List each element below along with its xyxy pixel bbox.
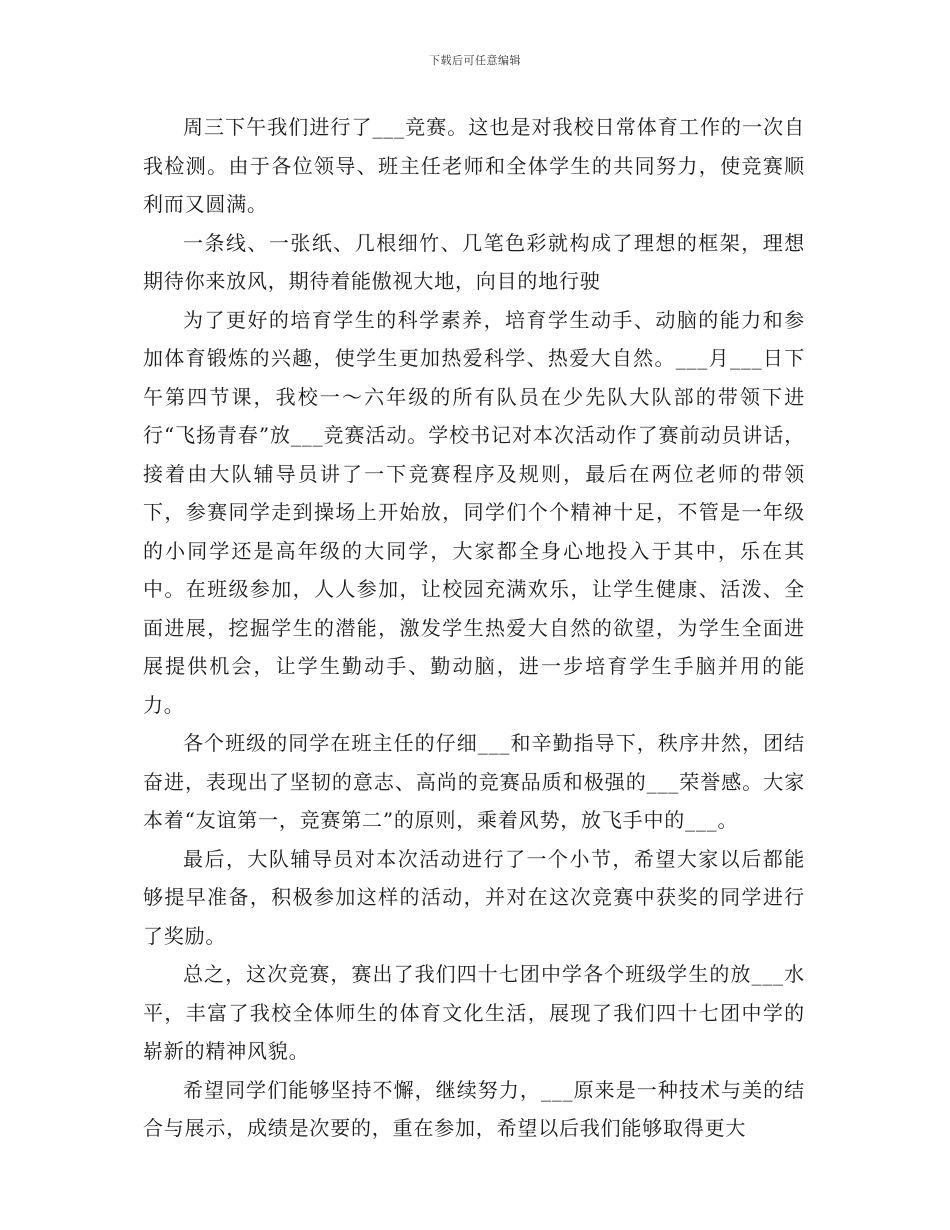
paragraph-6: 总之，这次竞赛，赛出了我们四十七团中学各个班级学生的放___水平，丰富了我校全体师生的体育文化生活，展现了我们四十七团中学的崭新的精神风貌。 xyxy=(143,962,805,1063)
paragraph-1: 周三下午我们进行了___竞赛。这也是对我校日常体育工作的一次自我检测。由于各位领导、班主任老师和全体学生的共同努力，使竞赛顺利而又圆满。 xyxy=(143,115,805,216)
paragraph-2: 一条线、一张纸、几根细竹、几笔色彩就构成了理想的框架，理想期待你来放风，期待着能傲视大地，向目的地行驶 xyxy=(143,230,805,293)
paragraph-4: 各个班级的同学在班主任的仔细___和辛勤指导下，秩序井然，团结奋进，表现出了坚韧的意志、高尚的竞赛品质和极强的___荣誉感。大家本着“友谊第一，竞赛第二”的原则，乘着风势，放飞手中的___。 xyxy=(143,731,805,832)
document-body xyxy=(143,108,805,1148)
paragraph-3: 为了更好的培育学生的科学素养，培育学生动手、动脑的能力和参加体育锻炼的兴趣，使学生更加热爱科学、热爱大自然。___月___日下午第四节课，我校一～六年级的所有队员在少先队大队部的带领下进行“飞扬青春”放___竞赛活动。学校书记对本次活动作了赛前动员讲话，接着由大队辅导员讲了一下竞赛程序及规则，最后在两位老师的带领下，参赛同学走到操场上开始放，同学们个个精神十足，不管是一年级的小同学还是高年级的大同学，大家都全身心地投入于其中，乐在其中。在班级参加，人人参加，让校园充满欢乐，让学生健康、活泼、全面进展，挖掘学生的潜能，激发学生热爱大自然的欲望，为学生全面进展提供机会，让学生勤动手、勤动脑，进一步培育学生手脑并用的能力。 xyxy=(143,307,805,717)
page-header: 下载后可任意编辑 xyxy=(429,54,521,67)
paragraph-5: 最后，大队辅导员对本次活动进行了一个小节，希望大家以后都能够提早准备，积极参加这样的活动，并对在这次竞赛中获奖的同学进行了奖励。 xyxy=(143,846,805,948)
paragraph-7: 希望同学们能够坚持不懈，继续努力，___原来是一种技术与美的结合与展示，成绩是次要的，重在参加，希望以后我们能够取得更大 xyxy=(143,1077,805,1140)
